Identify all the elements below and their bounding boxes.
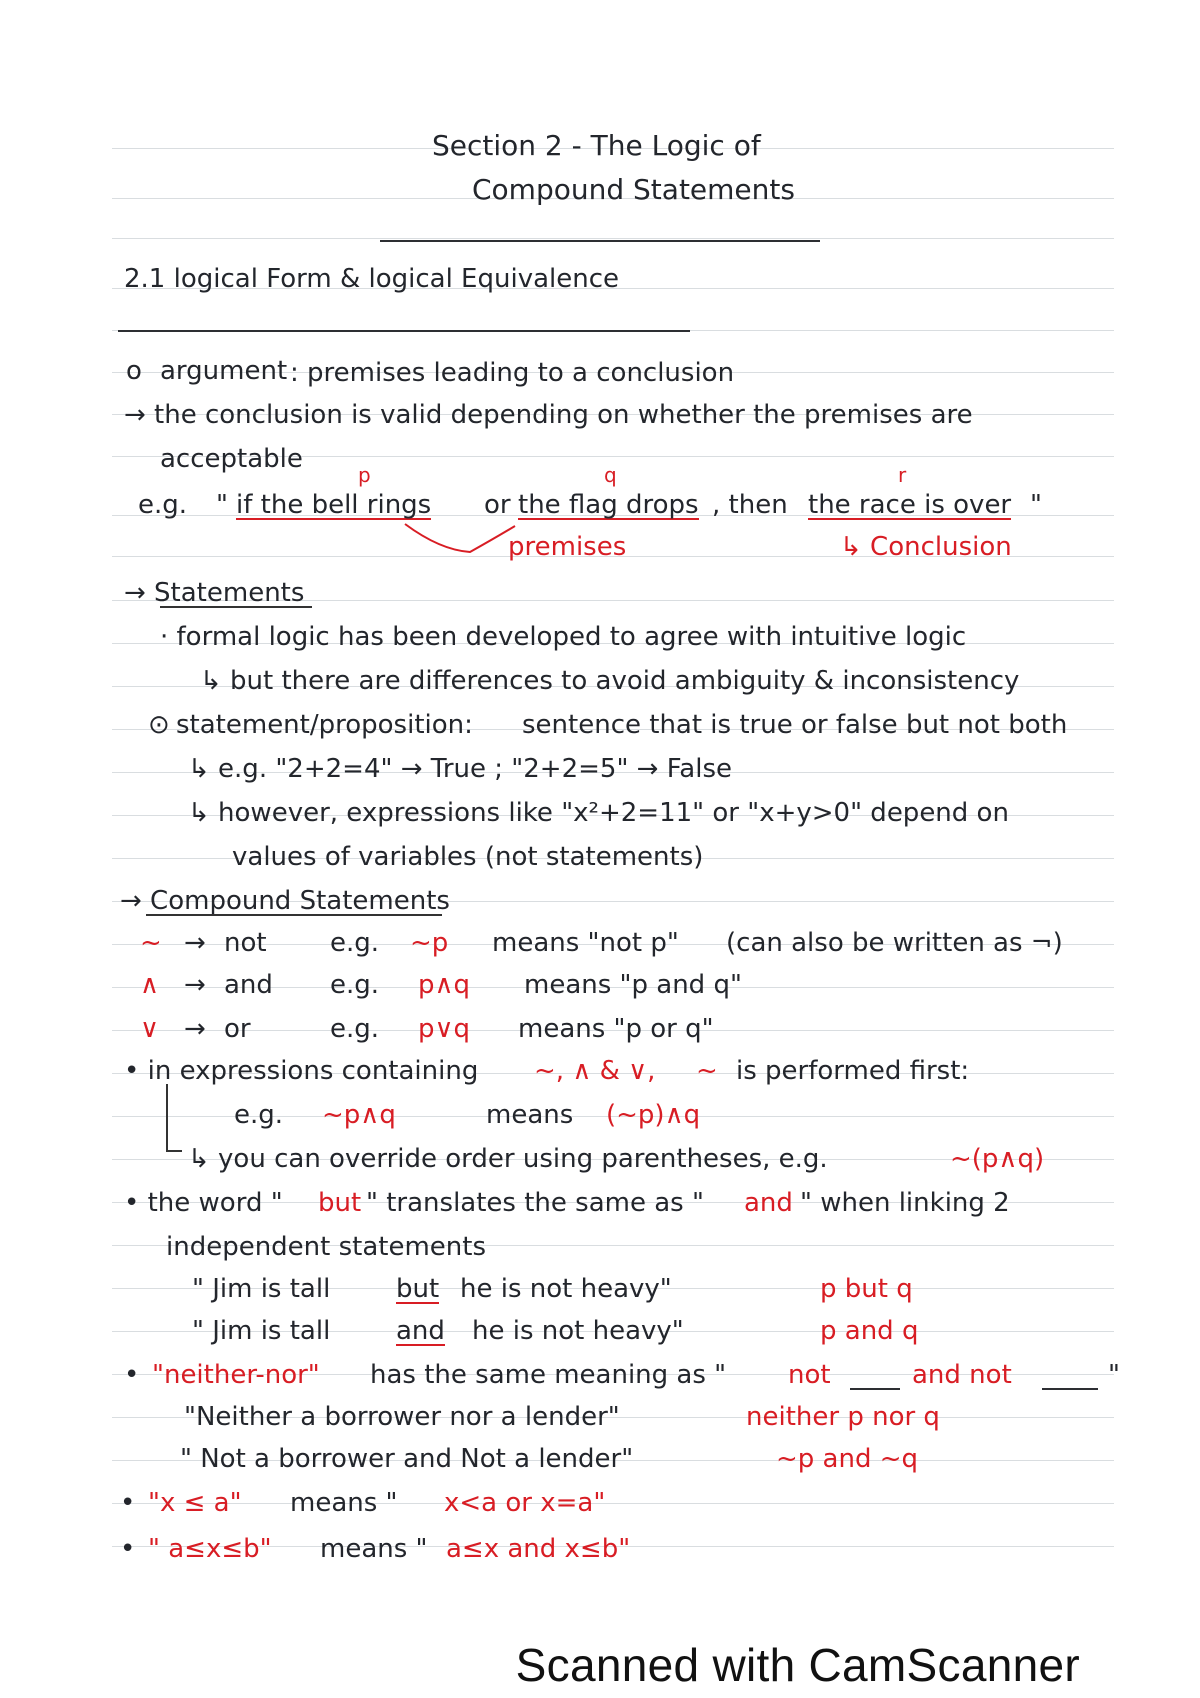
compound-underline — [146, 914, 442, 916]
override-text: ↳ you can override order using parentheses, e.g. — [188, 1144, 828, 1174]
jim-example-2-and: and — [396, 1316, 445, 1346]
inequality-1-result: x<a or x=a" — [444, 1488, 606, 1518]
jim-example-2-open: " Jim is tall — [192, 1316, 331, 1346]
example-close-quote: " — [1030, 490, 1042, 520]
subsection-divider — [118, 330, 690, 332]
precedence-suffix: is performed first: — [736, 1056, 970, 1086]
and-symbol: ∧ — [140, 970, 160, 1000]
neither-rule-and-not: and not — [912, 1360, 1012, 1390]
precedence-eg-result: (~p)∧q — [606, 1100, 701, 1130]
inequality-2-means: means " — [320, 1534, 428, 1564]
inequality-2-bullet: • — [120, 1534, 136, 1564]
or-expr: p∨q — [418, 1014, 471, 1044]
statement-example-3: values of variables (not statements) — [232, 842, 704, 872]
inequality-2-expr: " a≤x≤b" — [148, 1534, 272, 1564]
example-part-q: the flag drops — [518, 490, 699, 520]
statements-line2: ↳ but there are differences to avoid ambiguity & inconsistency — [200, 666, 1020, 696]
not-word: not — [224, 928, 267, 958]
example-or: or — [484, 490, 511, 520]
borrower-example-2-form: ~p and ~q — [776, 1444, 919, 1474]
jim-example-1-but: but — [396, 1274, 440, 1304]
but-rule-line2: independent statements — [166, 1232, 487, 1262]
jim-example-1-form: p but q — [820, 1274, 913, 1304]
precedence-bracket — [166, 1084, 182, 1152]
neither-rule-close: " — [1108, 1360, 1120, 1390]
precedence-eg-label: e.g. — [234, 1100, 284, 1130]
jim-example-1-open: " Jim is tall — [192, 1274, 331, 1304]
example-open-quote: " — [216, 490, 228, 520]
jim-example-2-rest: he is not heavy" — [472, 1316, 684, 1346]
but-rule-prefix: • the word " — [124, 1188, 283, 1218]
ruled-line — [112, 238, 1114, 239]
jim-example-1-rest: he is not heavy" — [460, 1274, 672, 1304]
example-eg-label: e.g. — [138, 490, 188, 520]
or-means: means "p or q" — [518, 1014, 714, 1044]
definition-term: statement/proposition: — [176, 710, 473, 740]
title-divider — [380, 240, 820, 242]
but-rule-word-but: but — [318, 1188, 362, 1218]
argument-note-line2: acceptable — [160, 444, 303, 474]
neither-rule-not: not — [788, 1360, 831, 1390]
and-eg: e.g. — [330, 970, 380, 1000]
not-arrow: → — [184, 928, 206, 958]
ruled-line — [112, 1503, 1114, 1504]
argument-definition: : premises leading to a conclusion — [290, 358, 735, 388]
premises-label: premises — [508, 532, 627, 562]
precedence-symbols: ~, ∧ & ∨, — [534, 1056, 656, 1086]
example-then: , then — [712, 490, 788, 520]
page-title-line2: Compound Statements — [472, 173, 795, 206]
label-q: q — [604, 463, 617, 487]
neither-rule-bullet: • — [124, 1360, 140, 1390]
inequality-1-expr: "x ≤ a" — [148, 1488, 242, 1518]
label-p: p — [358, 463, 371, 487]
or-eg: e.g. — [330, 1014, 380, 1044]
but-rule-suffix: " when linking 2 — [800, 1188, 1010, 1218]
precedence-eg-expr: ~p∧q — [322, 1100, 396, 1130]
argument-bullet: o — [126, 356, 142, 386]
precedence-prefix: • in expressions containing — [124, 1056, 479, 1086]
or-symbol: ∨ — [140, 1014, 160, 1044]
neither-blank-2 — [1042, 1388, 1098, 1390]
label-r: r — [898, 463, 907, 487]
inequality-1-bullet: • — [120, 1488, 136, 1518]
page-title-line1: Section 2 - The Logic of — [432, 129, 761, 162]
and-expr: p∧q — [418, 970, 471, 1000]
not-means: means "not p" — [492, 928, 679, 958]
statements-line1: · formal logic has been developed to agree with intuitive logic — [160, 622, 967, 652]
statement-example-1: ↳ e.g. "2+2=4" → True ; "2+2=5" → False — [188, 754, 732, 784]
neither-rule-mid: has the same meaning as " — [370, 1360, 727, 1390]
not-extra: (can also be written as ¬) — [726, 928, 1063, 958]
precedence-not-symbol: ~ — [696, 1056, 718, 1086]
not-expr: ~p — [410, 928, 449, 958]
camscanner-watermark: Scanned with CamScanner — [515, 1639, 1080, 1691]
precedence-eg-means: means — [486, 1100, 574, 1130]
borrower-example-1-form: neither p nor q — [746, 1402, 940, 1432]
borrower-example-1: "Neither a borrower nor a lender" — [184, 1402, 620, 1432]
or-arrow: → — [184, 1014, 206, 1044]
statement-example-2: ↳ however, expressions like "x²+2=11" or "x+y>0" depend on — [188, 798, 1009, 828]
neither-blank-1 — [850, 1388, 900, 1390]
but-rule-mid: " translates the same as " — [366, 1188, 704, 1218]
subsection-heading: 2.1 logical Form & logical Equivalence — [124, 264, 620, 294]
argument-note-line1: → the conclusion is valid depending on whether the premises are — [124, 400, 973, 430]
not-eg: e.g. — [330, 928, 380, 958]
example-part-r: the race is over — [808, 490, 1012, 520]
neither-rule-phrase: "neither-nor" — [152, 1360, 320, 1390]
not-symbol: ~ — [140, 928, 162, 958]
jim-example-2-form: p and q — [820, 1316, 919, 1346]
and-means: means "p and q" — [524, 970, 742, 1000]
statements-heading: → Statements — [124, 578, 305, 608]
but-rule-word-and: and — [744, 1188, 793, 1218]
borrower-example-2: " Not a borrower and Not a lender" — [180, 1444, 634, 1474]
inequality-1-means: means " — [290, 1488, 398, 1518]
definition-bullet: ⊙ — [148, 710, 170, 740]
argument-term: argument — [160, 356, 288, 386]
and-arrow: → — [184, 970, 206, 1000]
statements-underline — [160, 606, 312, 608]
premises-connector-icon — [400, 520, 520, 560]
and-word: and — [224, 970, 273, 1000]
example-part-p: if the bell rings — [236, 490, 432, 520]
compound-heading: → Compound Statements — [120, 886, 450, 916]
conclusion-label: ↳ Conclusion — [840, 532, 1012, 562]
override-expr: ~(p∧q) — [950, 1144, 1045, 1174]
or-word: or — [224, 1014, 251, 1044]
definition-text: sentence that is true or false but not both — [522, 710, 1068, 740]
inequality-2-result: a≤x and x≤b" — [446, 1534, 631, 1564]
